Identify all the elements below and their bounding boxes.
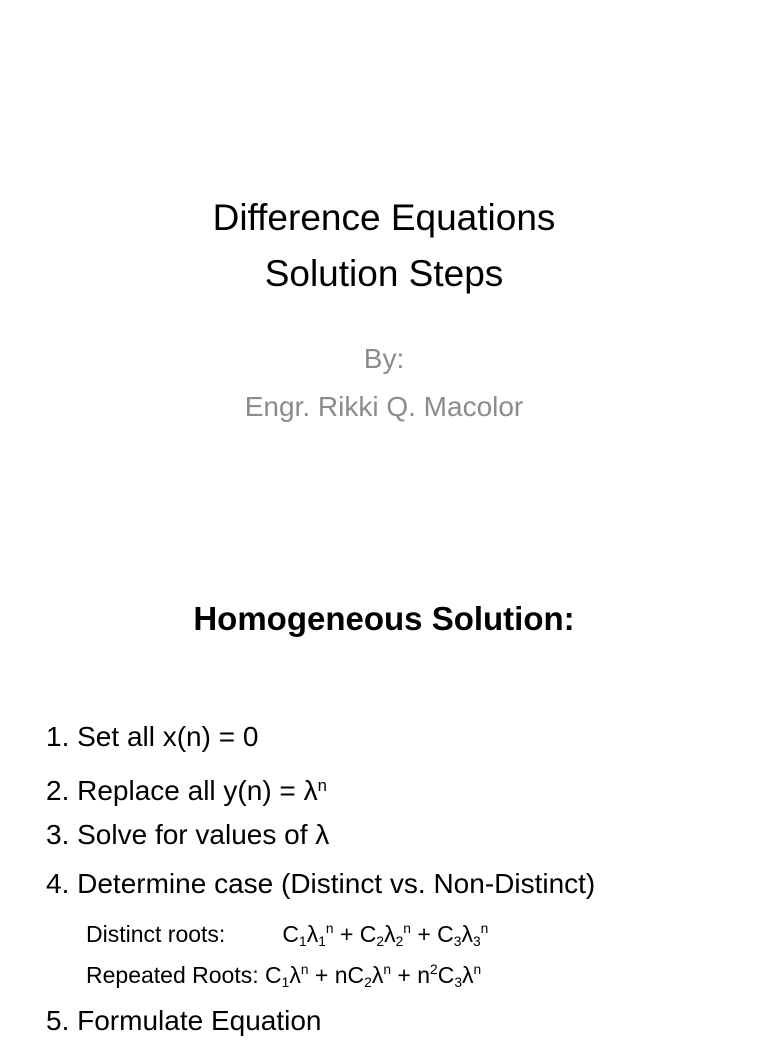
steps-list	[46, 712, 746, 1045]
distinct-roots-formula: $C_1\lambda_1^n + C_2\lambda_2^n + C_3\lambda_3^n$	[282, 921, 489, 949]
by-label: By:	[363, 343, 405, 374]
step-2-text: 2. Replace all $y(n) = \lambda^n$	[46, 775, 327, 806]
author-name: Engr. Rikki Q. Macolor	[244, 391, 524, 422]
distinct-roots-label: Distinct roots:	[86, 921, 226, 947]
step-3: 3. Solve for values of λ	[46, 819, 330, 850]
step-1: 1. Set all x(n) = 0	[46, 721, 259, 752]
repeated-roots-label: Repeated Roots:	[86, 962, 259, 988]
section-heading: Homogeneous Solution:	[193, 600, 575, 637]
author-block	[0, 335, 768, 431]
title-line-2: Solution Steps	[264, 253, 504, 294]
step-5: 5. Formulate Equation	[46, 1005, 322, 1036]
repeated-roots-case	[86, 949, 746, 990]
title-line-1: Difference Equations	[212, 197, 556, 238]
step-4: 4. Determine case (Distinct vs. Non-Distinct)	[46, 868, 596, 899]
repeated-roots-formula: $C_1\lambda^n + nC_2\lambda^n + n^2C_3\lambda^n$	[265, 962, 482, 990]
step-2	[46, 761, 746, 810]
distinct-roots-case	[86, 908, 746, 949]
slide-title	[0, 190, 768, 302]
